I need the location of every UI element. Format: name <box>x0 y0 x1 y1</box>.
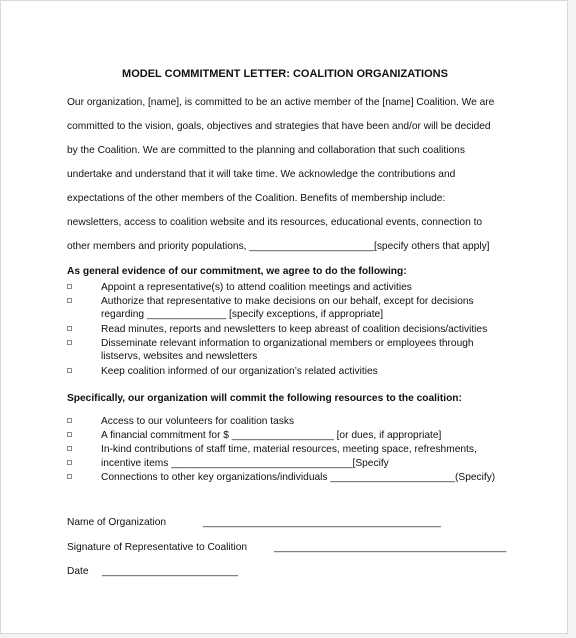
checkbox-icon[interactable] <box>67 446 72 451</box>
checklist-item-label: Disseminate relevant information to organizational members or employees through <box>101 338 474 349</box>
checklist-item-label: Read minutes, reports and newsletters to keep abreast of coalition decisions/activities <box>101 324 488 335</box>
section-heading-commitment: As general evidence of our commitment, we agree to do the following: <box>67 266 407 277</box>
checklist-item-label: Connections to other key organizations/individuals ______________________(Specify) <box>101 472 496 483</box>
checklist-item-continuation: regarding ______________ [specify exceptions, if appropriate] <box>101 309 384 320</box>
org-name-field[interactable]: __________________________________________ <box>203 517 441 528</box>
intro-line: committed to the vision, goals, objectives and strategies that have been and/or will be decided <box>67 121 491 132</box>
checkbox-icon[interactable] <box>67 284 72 289</box>
checklist-item-label: Access to our volunteers for coalition tasks <box>101 416 295 427</box>
section-heading-resources: Specifically, our organization will commit the following resources to the coalition: <box>67 393 462 404</box>
date-field[interactable]: ________________________ <box>102 566 238 577</box>
checklist-item-continuation: listservs, websites and newsletters <box>101 351 258 362</box>
rep-signature-label: Signature of Representative to Coalition <box>67 542 248 553</box>
intro-line: undertake and understand that it will take time. We acknowledge the contributions and <box>67 169 456 180</box>
checkbox-icon[interactable] <box>67 368 72 373</box>
checkbox-icon[interactable] <box>67 418 72 423</box>
org-name-label: Name of Organization <box>67 517 167 528</box>
checklist-item-label: A financial commitment for $ __________________ [or dues, if appropriate] <box>101 430 442 441</box>
checkbox-icon[interactable] <box>67 298 72 303</box>
checklist-item-label: incentive items ________________________________[Specify <box>101 458 389 469</box>
intro-line: Our organization, [name], is committed to be an active member of the [name] Coalition. We are <box>67 97 495 108</box>
intro-line: by the Coalition. We are committed to the planning and collaboration that such coalitions <box>67 145 465 156</box>
checkbox-icon[interactable] <box>67 432 72 437</box>
checkbox-icon[interactable] <box>67 340 72 345</box>
checkbox-icon[interactable] <box>67 474 72 479</box>
checklist-item-label: Keep coalition informed of our organization’s related activities <box>101 366 378 377</box>
intro-line: other members and priority populations, ______________________[specify others that apply] <box>67 241 490 252</box>
checklist-item-label: Authorize that representative to make decisions on our behalf, except for decisions <box>101 296 474 307</box>
checkbox-icon[interactable] <box>67 326 72 331</box>
document-title: MODEL COMMITMENT LETTER: COALITION ORGANIZATIONS <box>122 68 448 80</box>
checkbox-icon[interactable] <box>67 460 72 465</box>
rep-signature-field[interactable]: _________________________________________ <box>274 542 507 553</box>
checklist-item-label: In-kind contributions of staff time, material resources, meeting space, refreshments, <box>101 444 477 455</box>
date-label: Date <box>67 566 89 577</box>
intro-line: expectations of the other members of the Coalition. Benefits of membership include: <box>67 193 446 204</box>
checklist-item-label: Appoint a representative(s) to attend coalition meetings and activities <box>101 282 412 293</box>
intro-line: newsletters, access to coalition website and its resources, educational events, connection to <box>67 217 483 228</box>
